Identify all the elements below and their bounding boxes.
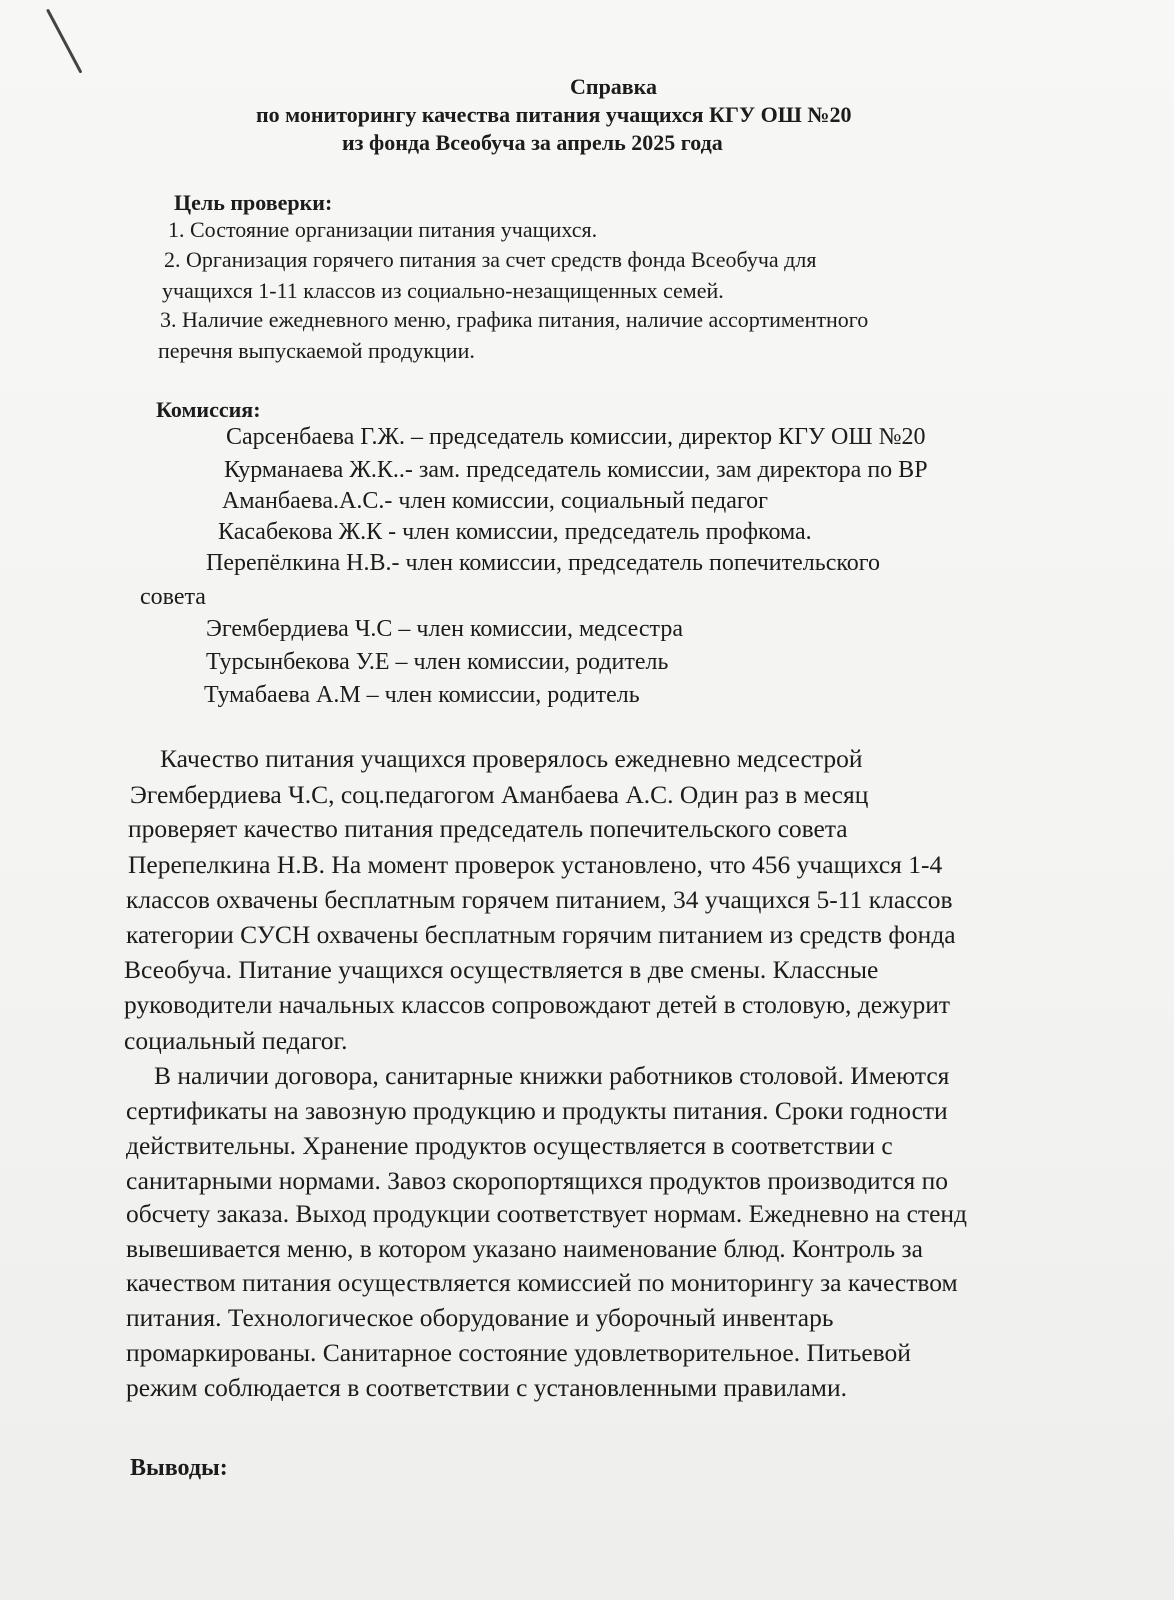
commission-member: Сарсенбаева Г.Ж. – председатель комиссии, директор КГУ ОШ №20 <box>226 424 926 450</box>
paragraph-2-line: санитарными нормами. Завоз скоропортящихся продуктов производится по <box>126 1166 948 1195</box>
commission-member: Тумабаева А.М – член комиссии, родитель <box>204 682 640 708</box>
commission-member: Турсынбекова У.Е – член комиссии, родитель <box>206 649 669 675</box>
paragraph-1-line: социальный педагог. <box>124 1026 348 1055</box>
paragraph-2-line: качеством питания осуществляется комиссией по мониторингу за качеством <box>126 1268 958 1297</box>
pen-stroke-mark <box>46 9 82 74</box>
paragraph-2-line: питания. Технологическое оборудование и уборочный инвентарь <box>126 1303 834 1332</box>
conclusions-heading: Выводы: <box>130 1455 228 1481</box>
document-title: Справка <box>570 74 658 99</box>
commission-member: Курманаева Ж.К..- зам. председатель комиссии, зам директора по ВР <box>224 457 928 483</box>
document-subtitle-line-1: по мониторингу качества питания учащихся КГУ ОШ №20 <box>256 102 852 127</box>
paragraph-1-line: Всеобуча. Питание учащихся осуществляется в две смены. Классные <box>124 955 879 984</box>
commission-heading: Комиссия: <box>156 397 261 422</box>
paragraph-2-line: вывешивается меню, в котором указано наименование блюд. Контроль за <box>126 1234 923 1263</box>
commission-member: Касабекова Ж.К - член комиссии, председатель профкома. <box>218 519 812 545</box>
paragraph-1-line: Перепелкина Н.В. На момент проверок установлено, что 456 учащихся 1-4 <box>128 850 943 879</box>
document-subtitle-line-2: из фонда Всеобуча за апрель 2025 года <box>342 130 723 155</box>
paragraph-1-line: Качество питания учащихся проверялось ежедневно медсестрой <box>160 744 863 773</box>
goal-line: 2. Организация горячего питания за счет средств фонда Всеобуча для <box>164 247 817 272</box>
goal-heading: Цель проверки: <box>174 190 333 215</box>
commission-member: совета <box>140 584 206 610</box>
paragraph-2-line: промаркированы. Санитарное состояние удовлетворительное. Питьевой <box>126 1338 911 1367</box>
goal-line: перечня выпускаемой продукции. <box>158 338 475 363</box>
paragraph-2-line: действительны. Хранение продуктов осуществляется в соответствии с <box>126 1131 893 1160</box>
paragraph-2-line: сертификаты на завозную продукцию и продукты питания. Сроки годности <box>126 1096 948 1125</box>
paragraph-2-line: режим соблюдается в соответствии с установленными правилами. <box>126 1373 847 1402</box>
paragraph-1-line: проверяет качество питания председатель попечительского совета <box>128 814 848 843</box>
paragraph-1-line: классов охвачены бесплатным горячем питанием, 34 учащихся 5-11 классов <box>126 885 953 914</box>
goal-line: 3. Наличие ежедневного меню, графика питания, наличие ассортиментного <box>160 307 869 332</box>
goal-line: учащихся 1-11 классов из социально-незащищенных семей. <box>162 278 724 303</box>
commission-member: Аманбаева.А.С.- член комиссии, социальный педагог <box>222 488 768 514</box>
commission-member: Перепёлкина Н.В.- член комиссии, председатель попечительского <box>206 550 881 576</box>
goal-line: 1. Состояние организации питания учащихся. <box>168 217 598 242</box>
paragraph-1-line: категории СУСН охвачены бесплатным горячим питанием из средств фонда <box>126 920 956 949</box>
paragraph-2-line: обсчету заказа. Выход продукции соответствует нормам. Ежедневно на стенд <box>126 1199 968 1228</box>
commission-member: Эгембердиева Ч.С – член комиссии, медсестра <box>206 616 683 642</box>
paragraph-2-line: В наличии договора, санитарные книжки работников столовой. Имеются <box>154 1061 950 1090</box>
paragraph-1-line: руководители начальных классов сопровождают детей в столовую, дежурит <box>124 990 950 1019</box>
paragraph-1-line: Эгембердиева Ч.С, соц.педагогом Аманбаева А.С. Один раз в месяц <box>130 780 869 809</box>
